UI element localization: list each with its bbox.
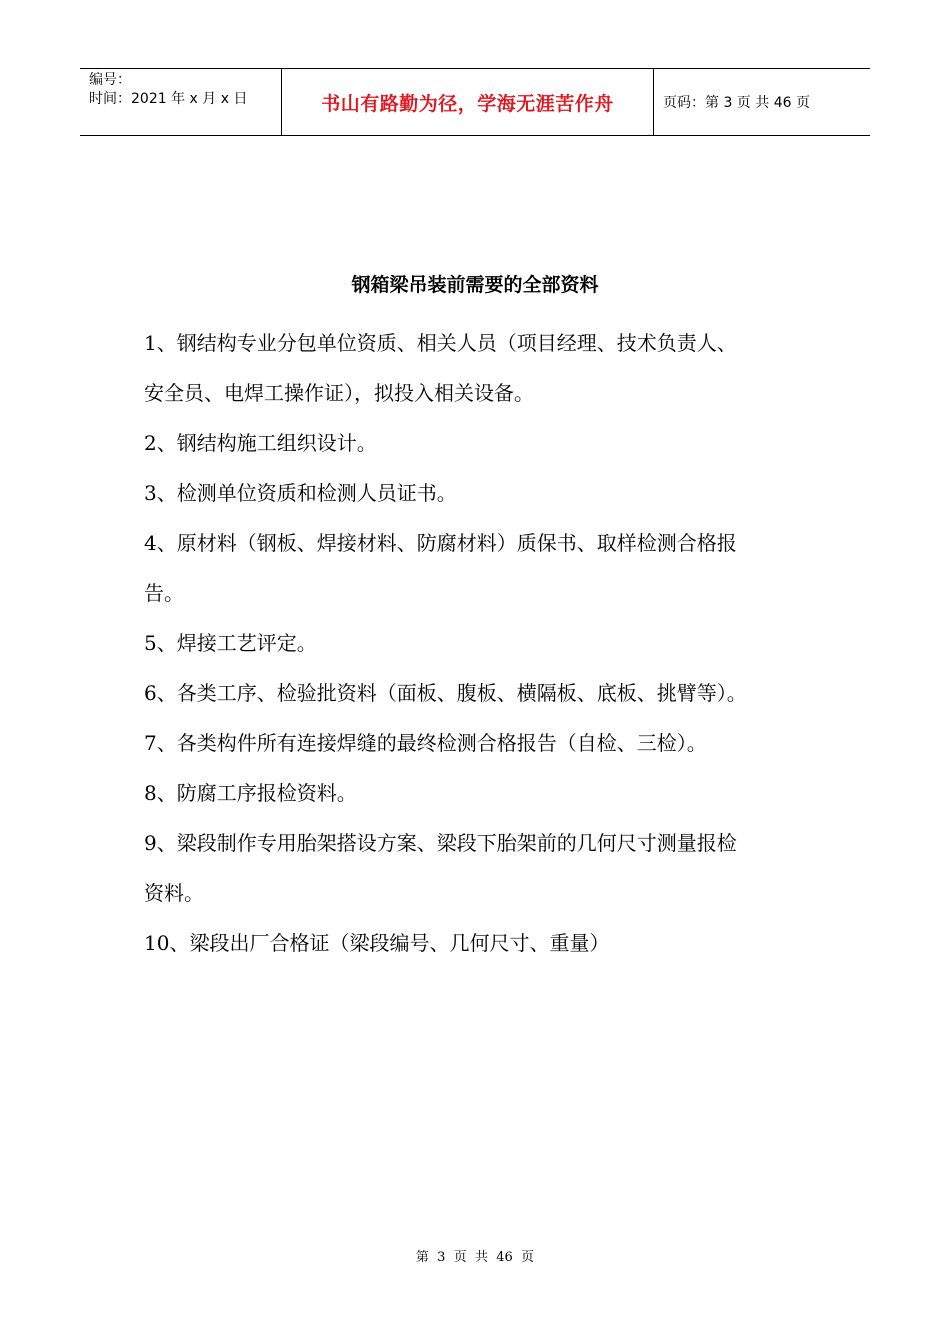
requirements-list bbox=[144, 318, 824, 968]
header-page-number: 页码：第 3 页 共 46 页 bbox=[663, 95, 810, 111]
list-line: 4、原材料（钢板、焊接材料、防腐材料）质保书、取样检测合格报 bbox=[144, 531, 737, 555]
header-page-cell bbox=[654, 69, 870, 135]
list-line: 1、钢结构专业分包单位资质、相关人员（项目经理、技术负责人、 bbox=[144, 331, 737, 355]
list-line: 9、梁段制作专用胎架搭设方案、梁段下胎架前的几何尺寸测量报检 bbox=[144, 831, 737, 855]
list-line: 资料。 bbox=[144, 881, 204, 905]
page-footer: 第 3 页 共 46 页 bbox=[415, 1250, 535, 1265]
list-line: 安全员、电焊工操作证），拟投入相关设备。 bbox=[144, 381, 534, 405]
header-table bbox=[80, 68, 870, 136]
header-meta-cell bbox=[80, 69, 282, 135]
list-line: 7、各类构件所有连接焊缝的最终检测合格报告（自检、三检）。 bbox=[144, 731, 707, 755]
list-line: 告。 bbox=[144, 581, 184, 605]
list-line: 8、防腐工序报检资料。 bbox=[144, 781, 357, 805]
list-line: 10、梁段出厂合格证（梁段编号、几何尺寸、重量） bbox=[144, 931, 610, 955]
list-line: 3、检测单位资质和检测人员证书。 bbox=[144, 481, 457, 505]
list-line: 2、钢结构施工组织设计。 bbox=[144, 431, 377, 455]
document-title: 钢箱梁吊装前需要的全部资料 bbox=[351, 274, 599, 296]
document-date-label: 时间：2021 年 x 月 x 日 bbox=[89, 91, 248, 107]
list-line: 6、各类工序、检验批资料（面板、腹板、横隔板、底板、挑臂等）。 bbox=[144, 681, 747, 705]
list-line: 5、焊接工艺评定。 bbox=[144, 631, 317, 655]
header-motto-cell bbox=[282, 69, 654, 135]
document-number-label: 编号： bbox=[89, 72, 131, 88]
header-motto: 书山有路勤为径，学海无涯苦作舟 bbox=[321, 92, 614, 115]
